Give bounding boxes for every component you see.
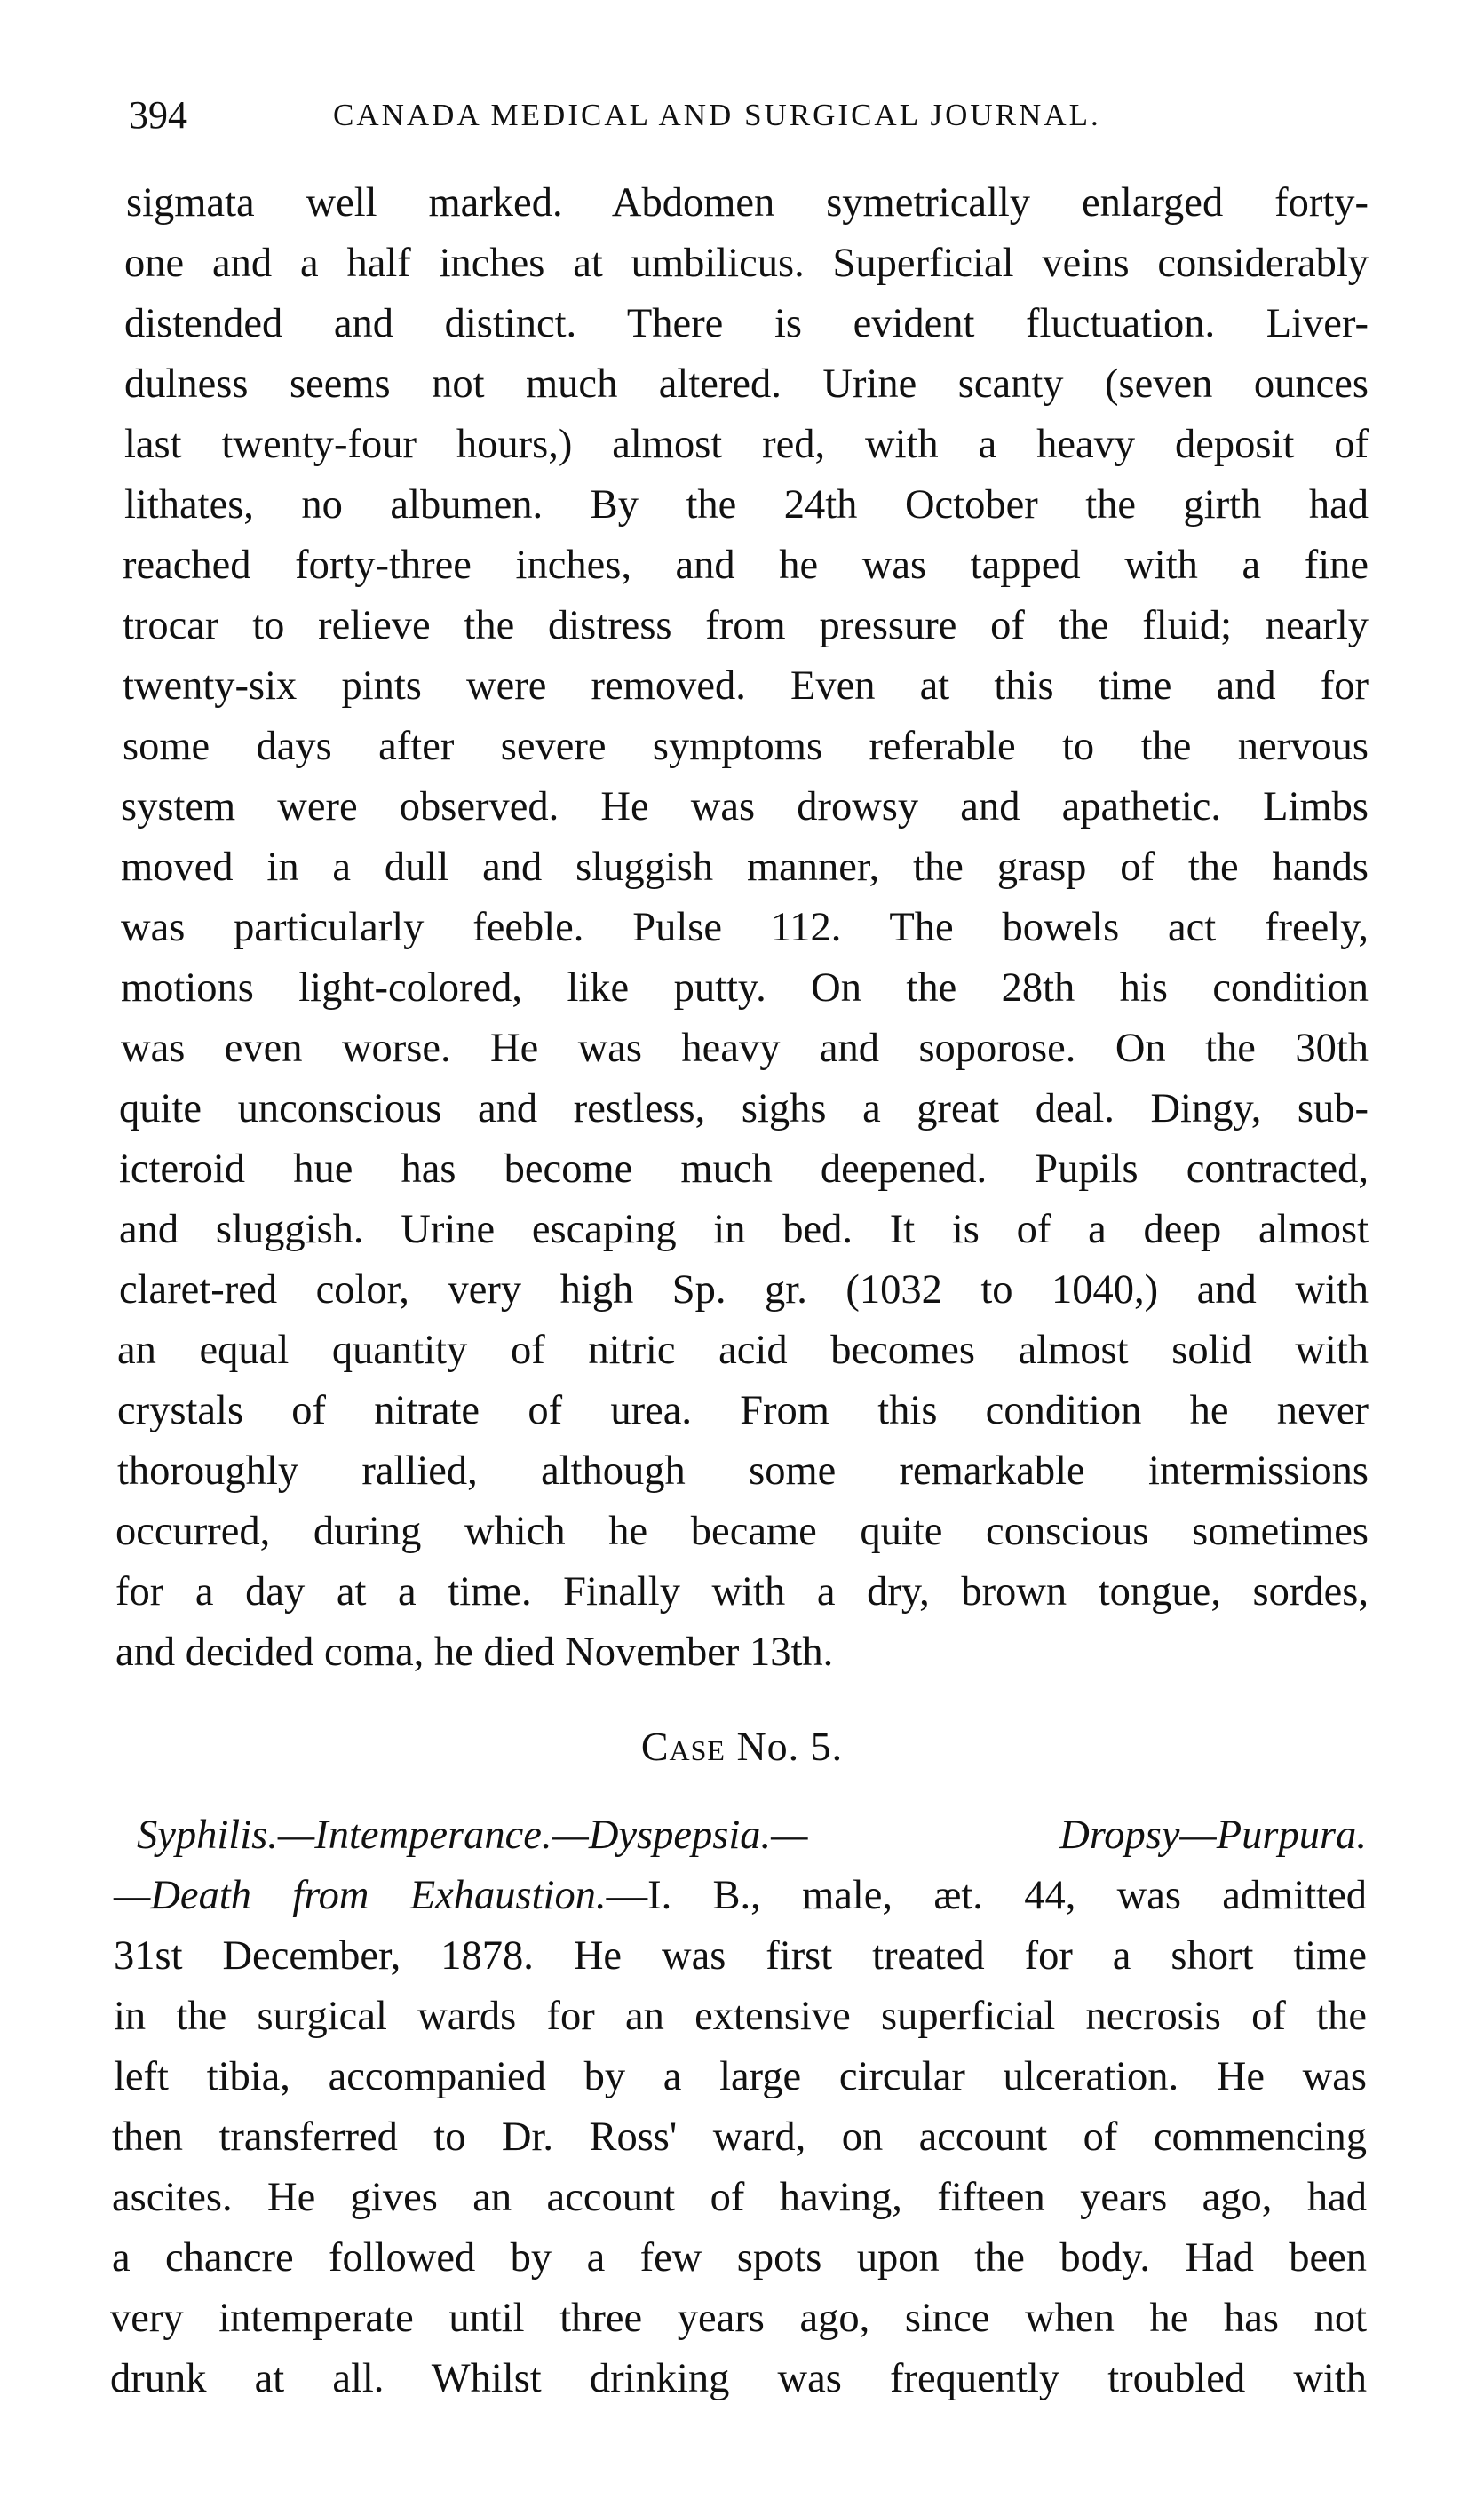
text-line: reached forty-three inches, and he was tapped with a fine (123, 543, 1369, 588)
text-line: and decided coma, he died November 13th. (115, 1630, 834, 1675)
text-line: quite unconscious and restless, sighs a great deal. Dingy, sub- (119, 1086, 1369, 1131)
text-line: icteroid hue has become much deepened. Pupils contracted, (119, 1146, 1369, 1192)
page-number: 394 (129, 93, 187, 137)
text-line: very intemperate until three years ago, since when he has not (110, 2296, 1367, 2341)
text-line: was particularly feeble. Pulse 112. The bowels act freely, (121, 905, 1369, 950)
text-line: some days after severe symptoms referable to the nervous (123, 724, 1369, 769)
text-line: left tibia, accompanied by a large circular ulceration. He was (114, 2054, 1367, 2099)
journal-title: CANADA MEDICAL AND SURGICAL JOURNAL. (333, 98, 1101, 132)
text-line: occurred, during which he became quite conscious sometimes (115, 1509, 1369, 1554)
text-line: sigmata well marked. Abdomen symetrically enlarged forty- (126, 180, 1369, 226)
text-line: last twenty-four hours,) almost red, with a heavy deposit of (124, 422, 1369, 467)
text-line: crystals of nitrate of urea. From this condition he never (117, 1388, 1369, 1433)
text-line: was even worse. He was heavy and soporose. On the 30th (121, 1026, 1369, 1071)
text-line: dulness seems not much altered. Urine scanty (seven ounces (124, 361, 1369, 407)
text-line: an equal quantity of nitric acid becomes almost solid with (117, 1328, 1369, 1373)
text-line: system were observed. He was drowsy and apathetic. Limbs (121, 784, 1369, 829)
case-word: Case (640, 1724, 726, 1769)
case-heading (0, 1719, 1484, 1774)
case-intro: —I. B., male, æt. 44, was admitted (606, 1873, 1367, 1918)
text-line: lithates, no albumen. By the 24th October the girth had (124, 482, 1369, 528)
case-title-line (114, 1868, 1367, 1924)
text-line: thoroughly rallied, although some remarkable intermissions (117, 1448, 1369, 1494)
running-head (0, 89, 1484, 142)
text-line: trocar to relieve the distress from pressure of the fluid; nearly (123, 603, 1369, 648)
case-number: No. 5. (736, 1724, 844, 1769)
text-line: and sluggish. Urine escaping in bed. It is of a deep almost (119, 1207, 1369, 1252)
text-line: for a day at a time. Finally with a dry, brown tongue, sordes, (115, 1569, 1369, 1614)
text-line: then transferred to Dr. Ross' ward, on account of commencing (112, 2114, 1367, 2160)
text-line: a chancre followed by a few spots upon the body. Had been (112, 2235, 1367, 2281)
text-line: ascites. He gives an account of having, fifteen years ago, had (112, 2175, 1367, 2220)
text-line: claret-red color, very high Sp. gr. (1032 to 1040,) and with (119, 1267, 1369, 1313)
text-line: twenty-six pints were removed. Even at this time and for (123, 663, 1369, 709)
text-line: 31st December, 1878. He was first treated for a short time (114, 1933, 1367, 1979)
case-title-italic: —Death from Exhaustion. (114, 1873, 607, 1918)
text-line: in the surgical wards for an extensive superficial necrosis of the (114, 1994, 1367, 2039)
text-line: one and a half inches at umbilicus. Superficial veins considerably (124, 241, 1369, 286)
text-line: motions light-colored, like putty. On the 28th his condition (121, 965, 1369, 1011)
case-title-line (137, 1808, 1367, 1863)
case-title-italic: Syphilis.—Intemperance.—Dyspepsia.— Dropsy—Purpura. (137, 1813, 1367, 1858)
text-line: drunk at all. Whilst drinking was frequently troubled with (110, 2356, 1367, 2401)
text-line: distended and distinct. There is evident fluctuation. Liver- (124, 301, 1369, 346)
text-line: moved in a dull and sluggish manner, the grasp of the hands (121, 845, 1369, 890)
